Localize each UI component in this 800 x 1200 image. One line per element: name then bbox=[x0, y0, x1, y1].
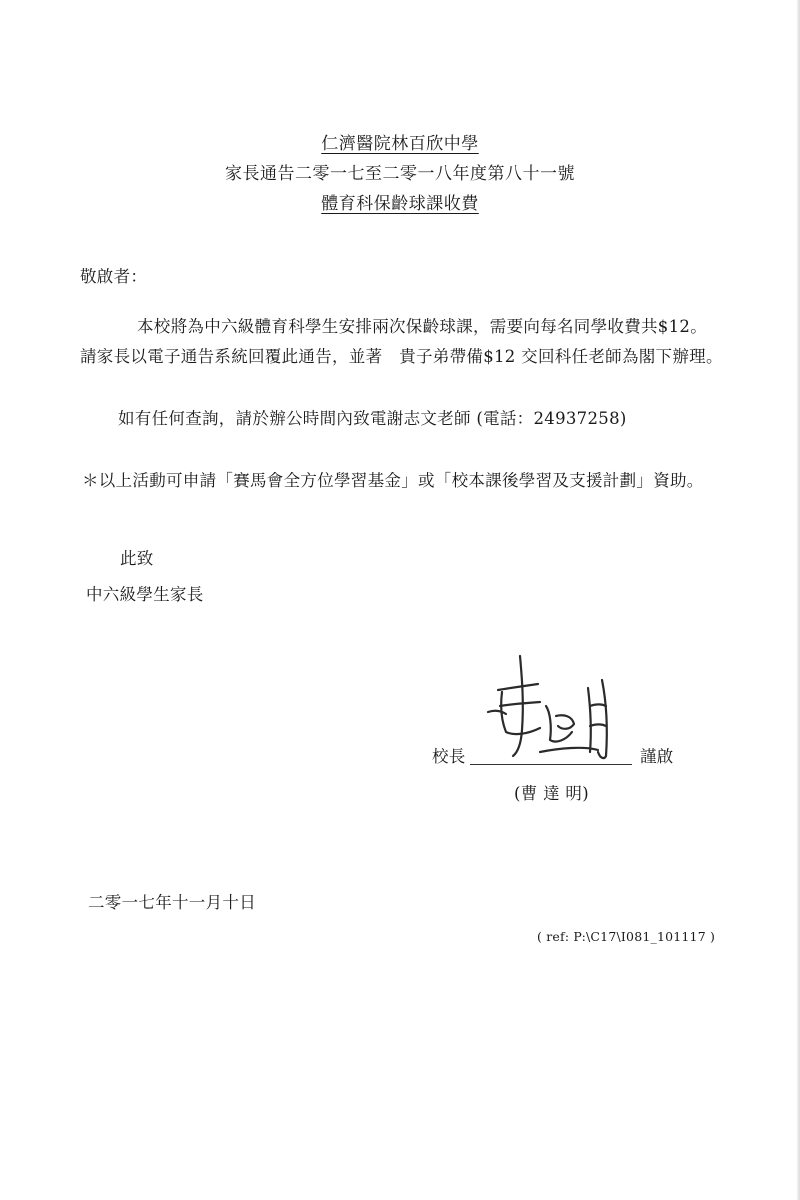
principal-name: (曹 達 明) bbox=[514, 784, 589, 803]
signature-stroke bbox=[498, 684, 538, 690]
signature-stroke bbox=[590, 725, 606, 727]
subsidy-note: ＊以上活動可申請「賽馬會全方位學習基金」或「校本課後學習及支援計劃」資助。 bbox=[82, 471, 704, 490]
signature-stroke bbox=[556, 715, 574, 729]
respectfully-yours: 謹啟 bbox=[640, 747, 674, 766]
signature-stroke bbox=[598, 680, 607, 758]
signature-stroke bbox=[488, 711, 506, 714]
principal-signature bbox=[480, 648, 630, 768]
school-name: 仁濟醫院林百欣中學 bbox=[321, 134, 479, 154]
signature-stroke bbox=[501, 692, 540, 734]
notice-date: 二零一七年十一月十日 bbox=[88, 893, 256, 912]
closing-ci-zhi: 此致 bbox=[120, 549, 154, 568]
enquiry-line: 如有任何查詢，請於辦公時間內致電謝志文老師 (電話：24937258) bbox=[118, 409, 627, 428]
principal-title: 校長 bbox=[432, 747, 466, 766]
file-reference: ( ref: P:\C17\I081_101117 ) bbox=[537, 929, 716, 944]
salutation: 敬啟者： bbox=[80, 267, 148, 286]
body-paragraph-line-1: 本校將為中六級體育科學生安排兩次保齡球課，需要向每名同學收費共$12。 bbox=[137, 317, 707, 336]
closing-recipient: 中六級學生家長 bbox=[86, 585, 204, 604]
signature-stroke bbox=[546, 706, 572, 742]
notice-subject: 體育科保齡球課收費 bbox=[321, 194, 479, 214]
signature-stroke bbox=[513, 656, 523, 756]
signature-stroke bbox=[500, 702, 540, 706]
body-paragraph-line-2: 請家長以電子通告系統回覆此通告，並著 貴子弟帶備$12 交回科任老師為閣下辦理。 bbox=[80, 347, 723, 366]
signature-stroke bbox=[588, 688, 591, 752]
signature-line bbox=[470, 764, 632, 765]
notice-number: 家長通告二零一七至二零一八年度第八十一號 bbox=[225, 164, 575, 184]
signature-stroke bbox=[590, 705, 606, 707]
